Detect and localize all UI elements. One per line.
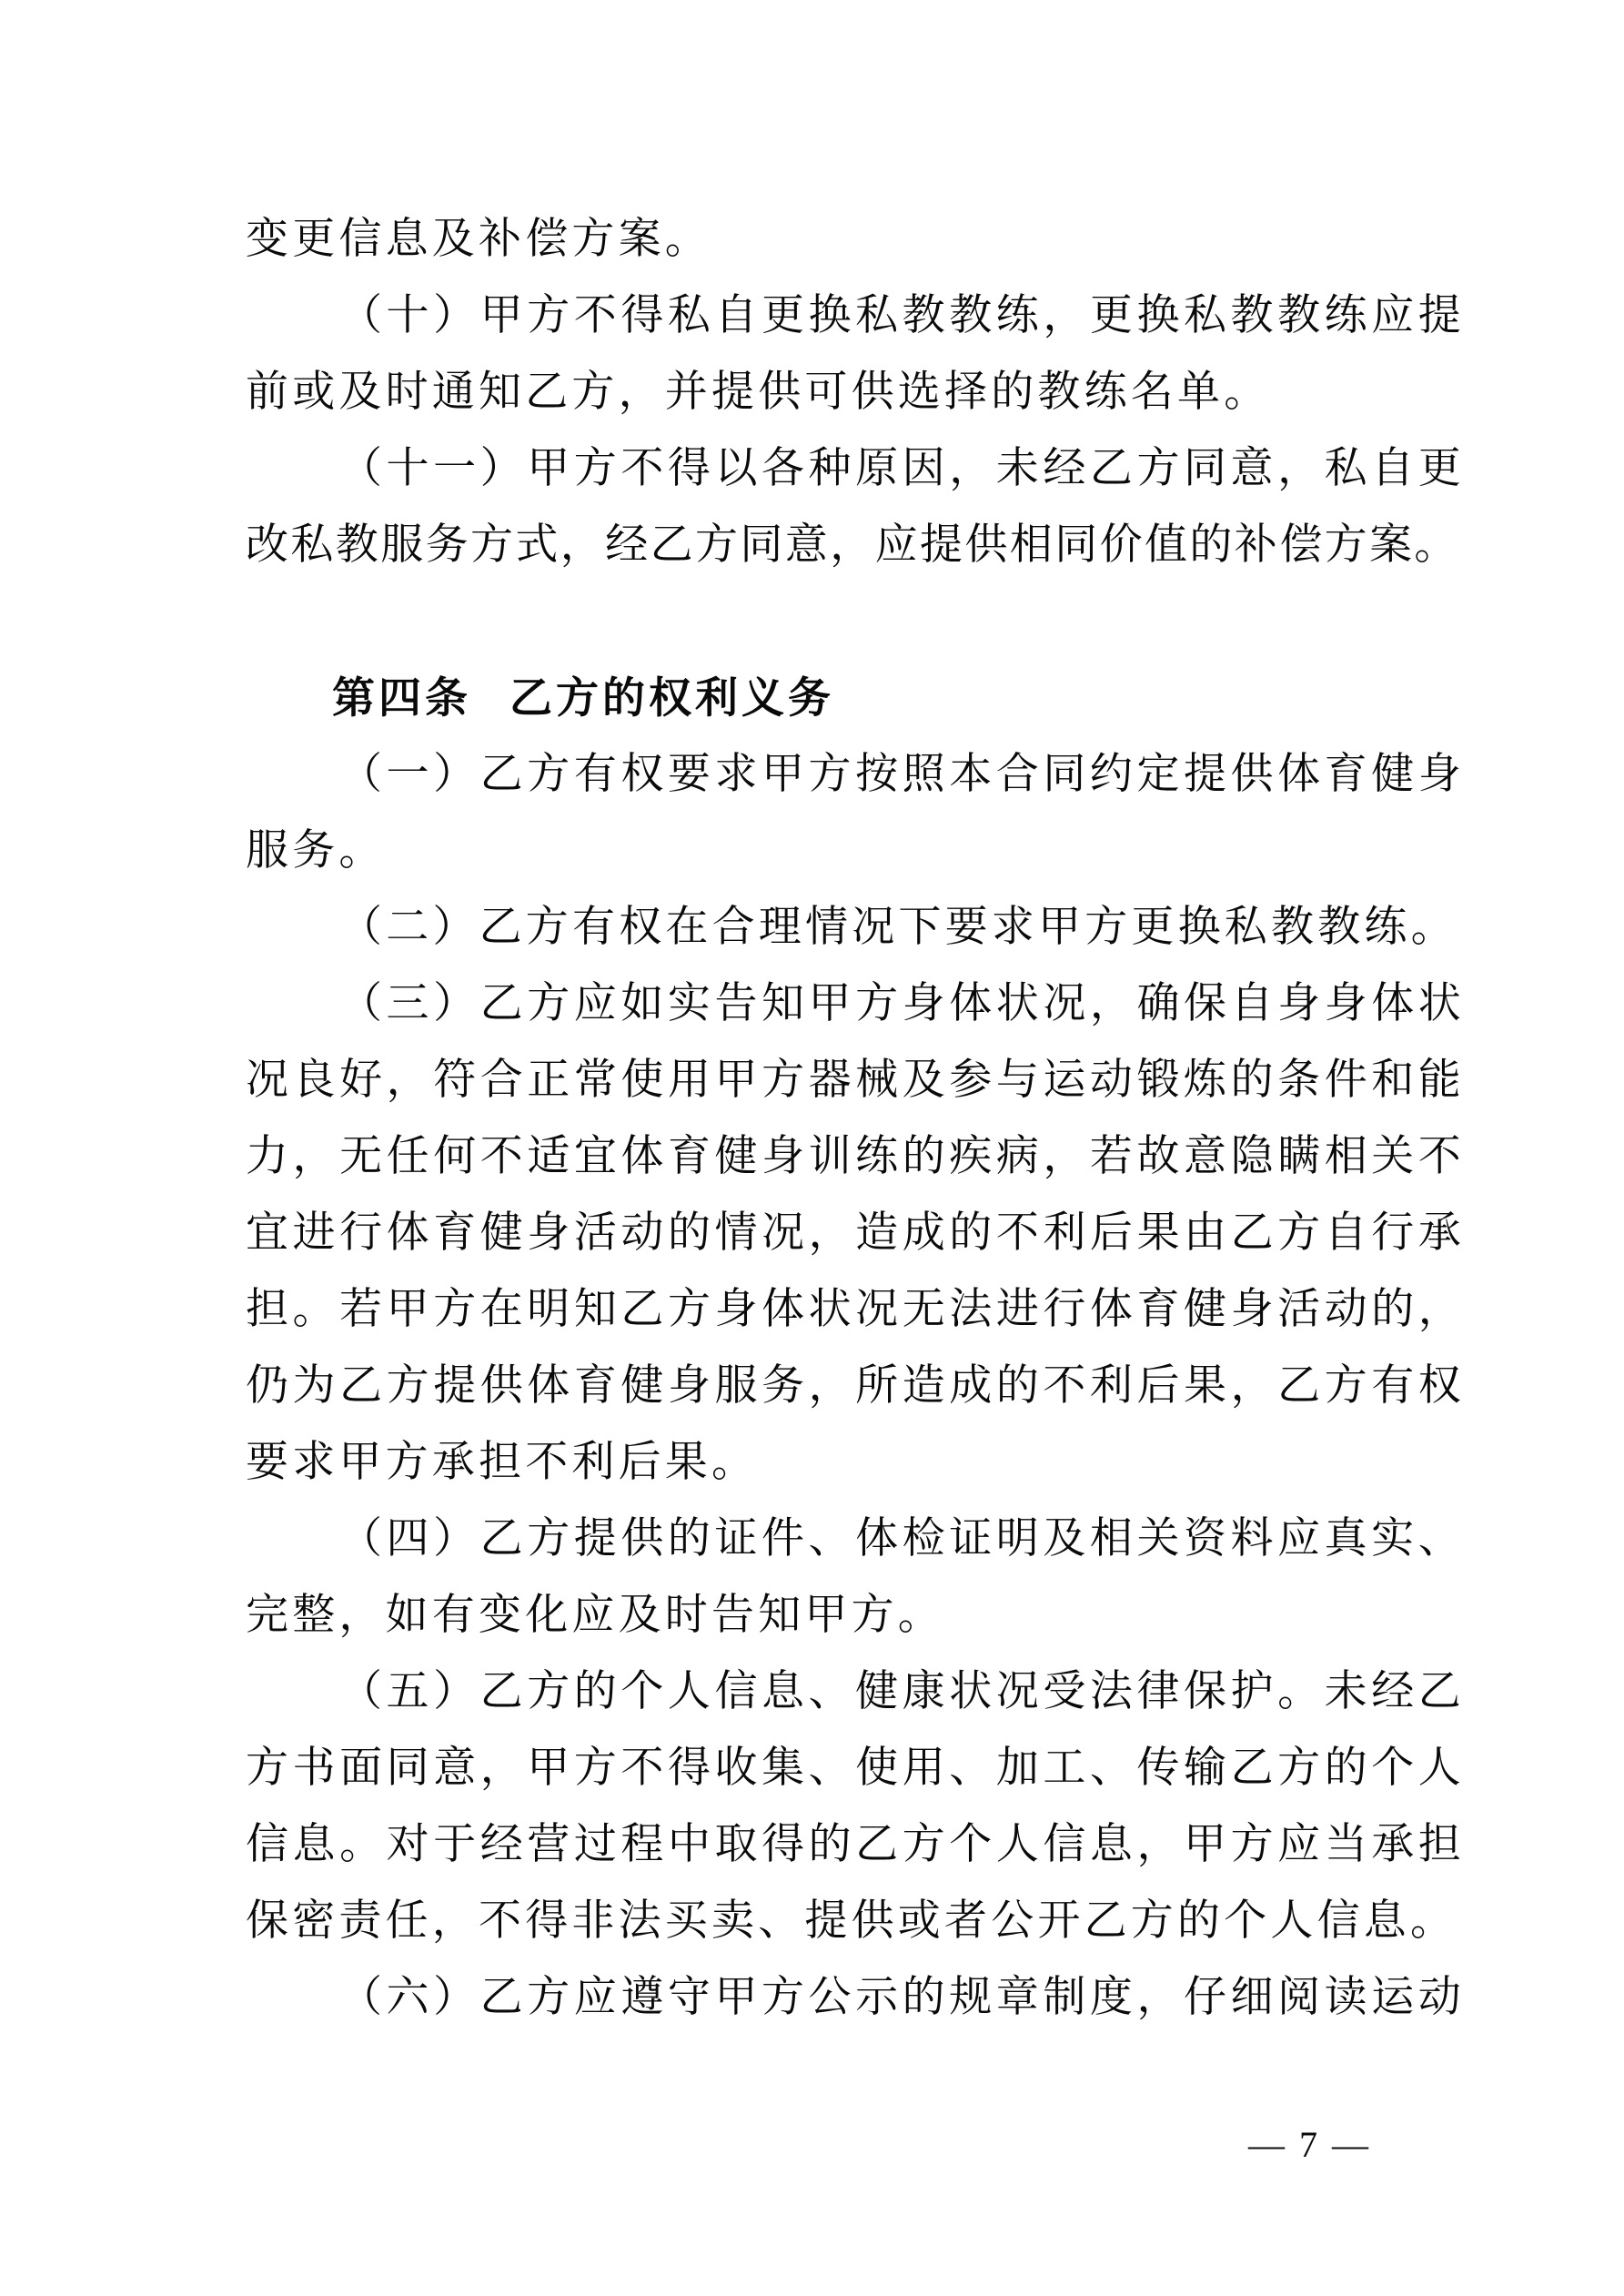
contract-line: 仍为乙方提供体育健身服务，所造成的不利后果，乙方有权 xyxy=(246,1362,1465,1410)
contract-text-block xyxy=(246,201,1465,2036)
section-title: 乙方的权利义务 xyxy=(509,673,834,722)
contract-line: 担。若甲方在明知乙方身体状况无法进行体育健身活动的， xyxy=(246,1286,1465,1333)
contract-line: 完整，如有变化应及时告知甲方。 xyxy=(246,1592,944,1639)
page-number: — 7 — xyxy=(1248,2124,1371,2165)
contract-line: （十）甲方不得私自更换私教教练，更换私教教练应提 xyxy=(339,292,1465,339)
contract-line: （二）乙方有权在合理情况下要求甲方更换私教教练。 xyxy=(339,904,1458,951)
contract-line: （十一）甲方不得以各种原因，未经乙方同意，私自更 xyxy=(339,445,1465,492)
contract-line: 保密责任，不得非法买卖、提供或者公开乙方的个人信息。 xyxy=(246,1897,1458,1945)
contract-line: （五）乙方的个人信息、健康状况受法律保护。未经乙 xyxy=(339,1668,1465,1715)
contract-line: 改私教服务方式，经乙方同意，应提供相同价值的补偿方案。 xyxy=(246,521,1459,569)
section-number: 第四条 xyxy=(332,673,471,722)
contract-line: （一）乙方有权要求甲方按照本合同约定提供体育健身 xyxy=(339,751,1465,798)
contract-line: 前或及时通知乙方，并提供可供选择的教练名单。 xyxy=(246,369,1271,416)
contract-line: 要求甲方承担不利后果。 xyxy=(246,1439,759,1486)
contract-line: （六）乙方应遵守甲方公示的规章制度，仔细阅读运动 xyxy=(339,1974,1465,2021)
contract-line: （四）乙方提供的证件、体检证明及相关资料应真实、 xyxy=(339,1515,1465,1563)
section-heading xyxy=(246,660,1465,736)
contract-line: 服务。 xyxy=(246,827,386,875)
contract-line: 力，无任何不适宜体育健身训练的疾病，若故意隐瞒相关不 xyxy=(246,1133,1465,1180)
contract-line: （三）乙方应如实告知甲方身体状况，确保自身身体状 xyxy=(339,980,1465,1027)
contract-line: 信息。对于经营过程中取得的乙方个人信息，甲方应当承担 xyxy=(246,1821,1465,1868)
contract-line: 方书面同意，甲方不得收集、使用、加工、传输乙方的个人 xyxy=(246,1745,1465,1792)
contract-line: 况良好，符合正常使用甲方器械及参与运动锻炼的条件和能 xyxy=(246,1057,1465,1104)
blank-line xyxy=(246,583,1465,660)
contract-line: 变更信息及补偿方案。 xyxy=(246,216,711,263)
contract-line: 宜进行体育健身活动的情况，造成的不利后果由乙方自行承 xyxy=(246,1209,1465,1257)
